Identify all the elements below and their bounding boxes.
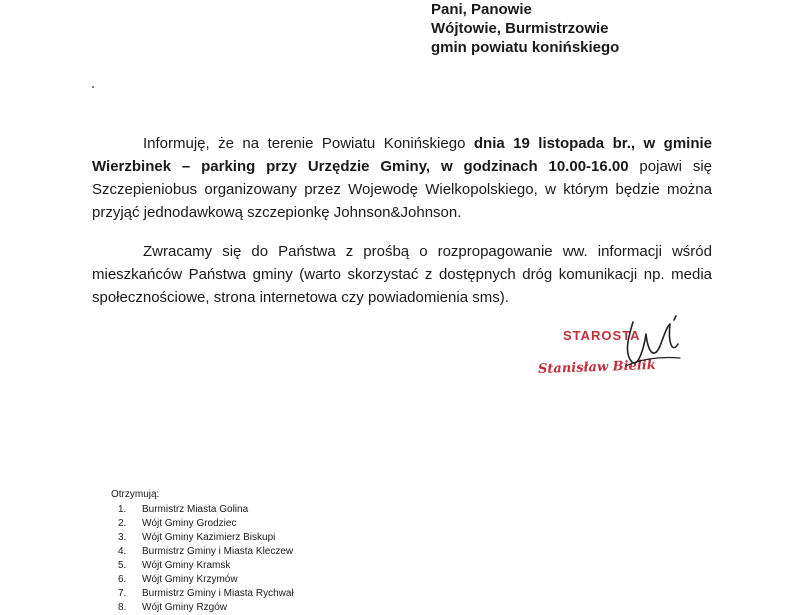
stamp-name: Stanisław Bielik <box>537 357 656 378</box>
body-paragraph-1 <box>92 132 712 224</box>
p1-intro: Informuję, że na terenie Powiatu Konińskiego <box>143 135 474 152</box>
addressee-line-1: Pani, Panowie <box>431 1 532 18</box>
item-number: 1. <box>118 504 127 515</box>
item-number: 6. <box>118 574 127 585</box>
addressee-line-3: gmin powiatu konińskiego <box>431 39 620 56</box>
item-text: Wójt Gminy Kazimierz Biskupi <box>142 532 276 543</box>
item-text: Burmistrz Gminy i Miasta Kleczew <box>142 546 294 557</box>
recipients-heading: Otrzymują: <box>111 489 160 500</box>
item-number: 5. <box>118 560 127 571</box>
addressee-line-2: Wójtowie, Burmistrzowie <box>431 20 609 37</box>
item-text: Wójt Gminy Kramsk <box>142 560 231 571</box>
item-number: 3. <box>118 532 127 543</box>
item-text: Burmistrz Gminy i Miasta Rychwał <box>142 588 294 599</box>
item-number: 4. <box>118 546 127 557</box>
item-number: 7. <box>118 588 127 599</box>
item-number: 8. <box>118 602 127 613</box>
item-text: Burmistrz Miasta Golina <box>142 504 249 515</box>
stamp-title: STAROSTA <box>563 328 641 343</box>
item-text: Wójt Gminy Grodziec <box>142 518 237 529</box>
p1-rest: pojawi się Szczepieniobus organizowany przez Wojewodę Wielkopolskiego, w którym będzie można przyjąć jednodawkową szczepionkę Johnson&Johnson. <box>92 158 712 221</box>
item-text: Wójt Gminy Rzgów <box>142 602 228 613</box>
handwritten-signature <box>528 308 698 388</box>
item-number: 2. <box>118 518 127 529</box>
addressee-block <box>431 0 619 57</box>
scan-dot <box>92 86 94 88</box>
body-paragraph-2: Zwracamy się do Państwa z prośbą o rozpropagowanie ww. informacji wśród mieszkańców Państwa gminy (warto skorzystać z dostępnych dróg komunikacji np. media społecznościowe, strona internetowa czy powiadomienia sms). <box>92 243 712 306</box>
item-text: Wójt Gminy Krzymów <box>142 574 238 585</box>
signature-stamp <box>528 308 698 388</box>
p1-highlight: dnia 19 listopada br., w gminie Wierzbinek – parking przy Urzędzie Gminy, w godzinach 10.00-16.00 <box>92 135 712 175</box>
